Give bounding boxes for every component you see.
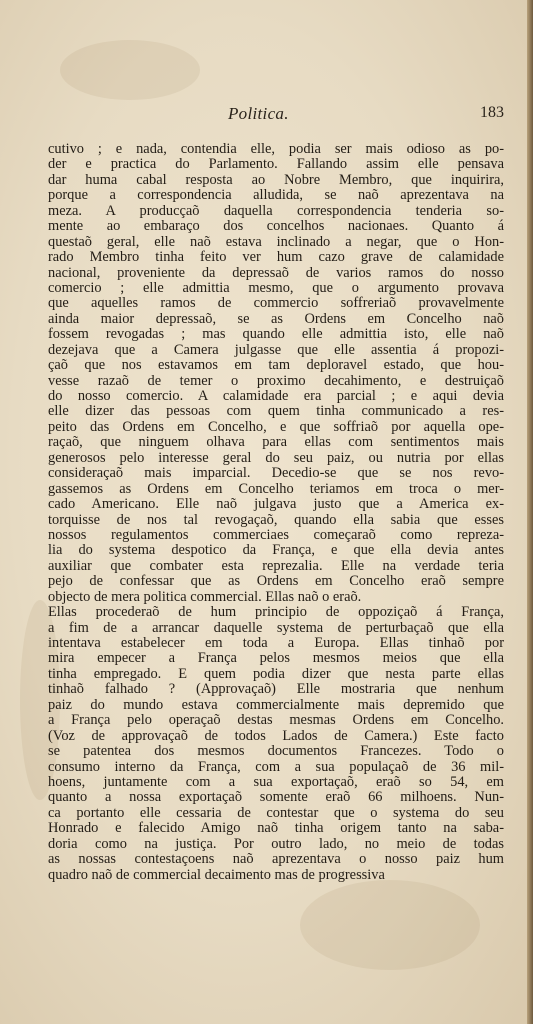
text-line: çaõ que nos estavamos em tam deploravel estado, que hou- <box>48 358 504 374</box>
text-line: meza. A producçaõ daquella correspondencia tenderia so- <box>48 203 504 219</box>
text-line: pejo de confessar que as Ordens em Concelho eraõ sempre <box>48 574 504 590</box>
text-line: Ellas procederaõ de hum principio de oppoziçaõ á França, <box>48 605 504 621</box>
text-line: auxiliar que combater esta reprezalia. Elle na verdade teria <box>48 558 504 574</box>
text-line: der e practica do Parlamento. Fallando assim elle pensava <box>48 157 504 173</box>
text-line: torquisse de nos tal revogaçaõ, quando ella sabia que esses <box>48 512 504 528</box>
text-line: vesse razaõ de temer o proximo decahimento, e destruiçaõ <box>48 373 504 389</box>
text-line: mira empecer a França pelos mesmos meios que ella <box>48 651 504 667</box>
running-head: Politica. <box>228 104 289 123</box>
text-line: peito das Ordens em Concelho, e que soffriaõ por aquella ope- <box>48 419 504 435</box>
text-line: a França pelo operaçaõ destas mesmas Ordens em Concelho. <box>48 713 504 729</box>
text-line: comercio ; elle admittia mesmo, que o argumento provava <box>48 280 504 296</box>
text-line: que aquelles ramos de commercio soffreriaõ provavelmente <box>48 296 504 312</box>
text-line: generosos pelo interesse geral do seu paiz, ou nutria por ellas <box>48 450 504 466</box>
text-line: questaõ geral, elle naõ estava inclinado a negar, que o Hon- <box>48 234 504 250</box>
text-line: dezejava que a Camera julgasse que elle assentia á propozi- <box>48 342 504 358</box>
text-line: porque a correspondencia alludida, se naõ aprezentava na <box>48 188 504 204</box>
text-line: elle dizer das pessoas com quem tinha communicado a res- <box>48 404 504 420</box>
body-text <box>48 142 504 883</box>
paper-stain <box>300 880 480 970</box>
text-line: se patentea dos mesmos documentos Francezes. Todo o <box>48 744 504 760</box>
text-line: objecto de mera politica commercial. Ellas naõ o eraõ. <box>48 589 362 605</box>
paper-stain <box>60 40 200 100</box>
text-line: ca portanto elle cessaria de contestar que o systema do seu <box>48 805 504 821</box>
text-line: gassemos as Ordens em Concelho teriamos em troca o mer- <box>48 481 504 497</box>
text-line: cado Americano. Elle naõ julgava justo que a America ex- <box>48 497 504 513</box>
page-header <box>48 104 504 126</box>
text-line: (Voz de approvaçaõ de todos Lados de Camera.) Este facto <box>48 728 504 744</box>
text-line: mente ao embaraço dos concelhos nacionaes. Quanto á <box>48 219 504 235</box>
text-line: doria como na justiça. Por outro lado, no meio de todas <box>48 836 504 852</box>
text-line: fossem revogadas ; mas quando elle admittia isto, elle naõ <box>48 327 504 343</box>
book-spine-edge <box>527 0 533 1024</box>
text-line: rado Membro tinha feito ver hum cazo grave de calamidade <box>48 250 504 266</box>
text-line: intentava estabelecer em toda a Europa. Ellas tinhaõ por <box>48 636 504 651</box>
text-line: hoens, juntamente com a sua exportaçaõ, eraõ so 54, em <box>48 774 504 790</box>
text-line: paiz do mundo estava commercialmente mais depremido que <box>48 697 504 713</box>
text-line: cutivo ; e nada, contendia elle, podia ser mais odioso as po- <box>48 142 504 157</box>
text-line: do nosso comercio. A calamidade era parcial ; e aqui devia <box>48 389 504 404</box>
text-line: dar huma cabal resposta ao Nobre Membro, que inquirira, <box>48 172 504 188</box>
text-line: ainda maior depressaõ, se as Ordens em Concelho naõ <box>48 311 504 327</box>
text-line: raçaõ, que ninguem olhava para ellas com sentimentos mais <box>48 435 504 451</box>
text-line: Honrado e falecido Amigo naõ tinha origem tanto na saba- <box>48 821 504 837</box>
text-line: quadro naõ de commercial decaimento mas de progressiva <box>48 867 385 883</box>
text-line: nossos regulamentos commerciaes começaraõ como repreza- <box>48 527 504 543</box>
text-line: a fim de a arrancar daquelle systema de perturbaçaõ que ella <box>48 620 504 636</box>
text-line: tinhaõ falhado ? (Approvaçaõ) Elle mostraria que nenhum <box>48 682 504 698</box>
text-line: consideraçaõ mais imparcial. Decedio-se que se nos revo- <box>48 466 504 482</box>
text-line: quanto a nossa exportaçaõ somente eraõ 66 milhoens. Nun- <box>48 790 504 806</box>
page-number: 183 <box>480 104 504 121</box>
text-line: consumo interno da França, com a sua populaçaõ de 36 mil- <box>48 759 504 775</box>
text-line: tinha empregado. E quem podia dizer que nesta parte ellas <box>48 666 504 682</box>
text-line: lia do systema despotico da França, e que ella devia antes <box>48 543 504 559</box>
text-line: nacional, proveniente da depressaõ de varios ramos do nosso <box>48 265 504 281</box>
text-line: as nossas contestaçoens naõ aprezentava o nosso paiz hum <box>48 852 504 868</box>
